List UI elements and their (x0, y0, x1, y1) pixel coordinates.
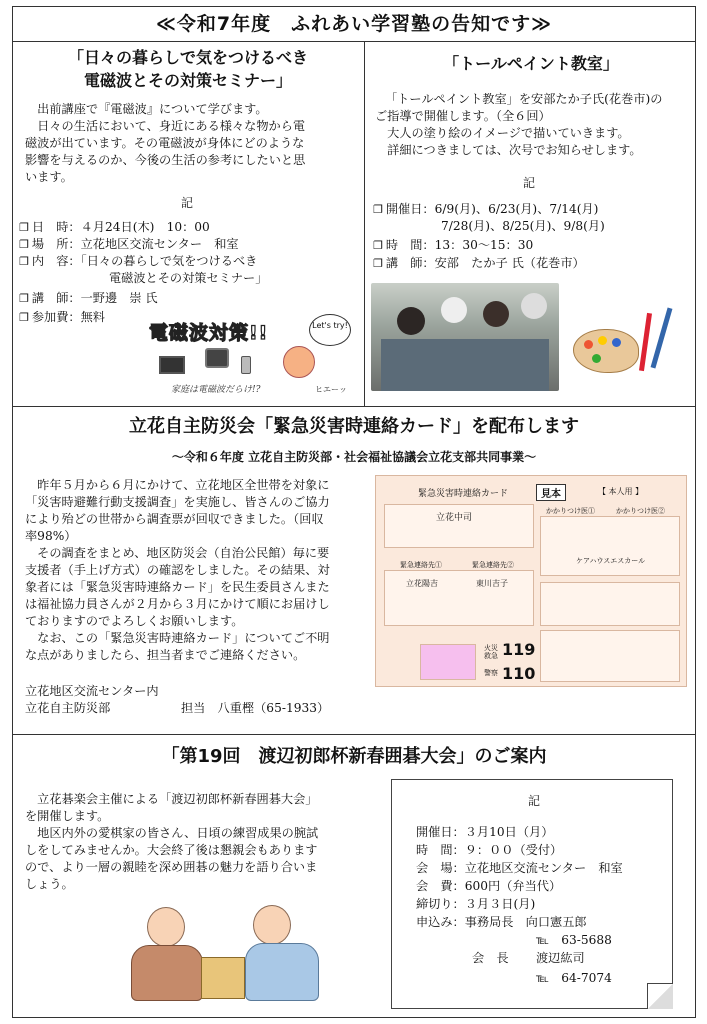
card-photo-box (420, 644, 476, 680)
palette-icon (573, 329, 639, 373)
emergency-card (375, 475, 687, 687)
tole-ki: 記 (523, 176, 536, 190)
disaster-contact-1: 立花地区交流センター内 (25, 684, 159, 698)
disaster-body-3: により殆どの世帯から調査票が回収できました。（回収 (25, 512, 324, 526)
card-doctor-1: かかりつけ医① (546, 507, 595, 515)
igo-ki: 記 (528, 794, 541, 808)
card-sample-stamp: 見本 (536, 484, 566, 501)
card-fire-label: 火災救急 (484, 644, 498, 660)
igo-chair-label: 会 長 (472, 951, 509, 965)
disaster-body-1: 昨年５月から６月にかけて、立花地区全世帯を対象に (25, 478, 330, 492)
igo-details-memo (391, 779, 673, 1009)
tole-body-3: 大人の塗り絵のイメージで描いていきます。 (375, 126, 630, 140)
card-contact-2: 東川吉子 (476, 579, 508, 588)
seminar-date: ❐ 日 時：４月24日(木) 10：00 (19, 219, 210, 236)
divider (13, 41, 695, 42)
person-icon (283, 346, 315, 378)
igo-fee: 会 費：600円（弁当代） (416, 879, 562, 893)
tole-title: 「トールペイント教室」 (443, 54, 619, 73)
igo-players-illustration (121, 901, 331, 1009)
tole-body-1: 「トールペイント教室」を安部たか子氏(花巻市)の (385, 92, 663, 106)
seminar-place: ❐ 場 所：立花地区交流センター 和室 (19, 236, 239, 253)
card-contact-1: 立花陽吉 (406, 579, 438, 588)
disaster-subtitle: 〜令和６年度 立花自主防災部・社会福祉協議会立花支部共同事業〜 (171, 450, 537, 464)
seminar-ki: 記 (181, 196, 194, 210)
seminar-content: ❐ 内 容：「日々の暮らしで気をつけるべき (19, 253, 257, 270)
disaster-body-8: は福祉協力員さんが２月から３月にかけて順にお届けし (25, 597, 330, 611)
tole-time: ❐ 時 間：13：30〜15：30 (373, 237, 533, 254)
igo-body-6: しょう。 (25, 877, 74, 891)
seminar-fee: ❐ 参加費：無料 (19, 309, 105, 326)
disaster-title: 立花自主防災会「緊急災害時連絡カード」を配布します (129, 416, 579, 437)
seminar-title-line2: 電磁波とその対策セミナー」 (83, 71, 292, 90)
tole-class-photo (371, 283, 559, 391)
igo-tel-1: ℡ 63-5688 (536, 933, 612, 947)
brush-icon (639, 313, 652, 371)
divider (13, 734, 695, 735)
emf-caption: 家庭は電磁波だらけ!? (171, 385, 261, 395)
brush-icon-2 (651, 308, 673, 369)
card-police-number: 110 (502, 664, 536, 683)
seminar-content-cont: 電磁波とその対策セミナー」 (109, 271, 268, 285)
column-divider (364, 41, 365, 406)
memo-curl (647, 983, 673, 1009)
card-contact-label-1: 緊急連絡先① (400, 561, 442, 569)
emf-sound: ヒエーッ (315, 385, 347, 394)
disaster-body-4: 率98%） (25, 529, 77, 543)
laptop-icon (159, 356, 185, 374)
phone-icon (241, 356, 251, 374)
disaster-contact-2: 立花自主防災部 (25, 701, 111, 715)
igo-body-1: 立花碁楽会主催による「渡辺初郎杯新春囲碁大会」 (25, 792, 318, 806)
igo-place: 会 場：立花地区交流センター 和室 (416, 861, 623, 875)
disaster-body-5: その調査をまとめ、地区防災会（自治公民館）毎に要 (25, 546, 330, 560)
seminar-body-4: 影響を与えるのか、今後の生活の参考にしたいと思 (25, 153, 306, 167)
divider (13, 406, 695, 407)
disaster-body-9: ておりますのでよろしくお願いします。 (25, 614, 244, 628)
igo-body-3: 地区内外の愛棋家の皆さん、日頃の練習成果の腕試 (25, 826, 319, 840)
card-contact-label-2: 緊急連絡先② (472, 561, 514, 569)
card-doctor-2: かかりつけ医② (616, 507, 665, 515)
disaster-body-10: なお、この「緊急災害時連絡カード」についてご不明 (25, 631, 330, 645)
emf-title: 電磁波対策!! (149, 322, 269, 344)
igo-apply: 申込み：事務局長 向口憲五郎 (416, 915, 587, 929)
bubble-text: Let's try! (312, 321, 348, 330)
page-frame (12, 6, 696, 1018)
tole-dates: ❐ 開催日：6/9(月)、6/23(月)、7/14(月) (373, 201, 598, 218)
card-care: ケアハウスエスカール (576, 557, 646, 565)
seminar-body-2: 日々の生活において、身近にある様々な物から電 (25, 119, 306, 133)
tole-dates-cont: 7/28(月)、8/25(月)、9/8(月) (441, 219, 605, 233)
tv-icon (205, 348, 229, 368)
page-title: ≪令和7年度 ふれあい学習塾の告知です≫ (155, 13, 552, 35)
seminar-lecturer: ❐ 講 師：一野邊 崇 氏 (19, 290, 158, 307)
card-user: 【 本人用 】 (598, 487, 644, 496)
igo-deadline: 締切り：３月３日(月) (416, 897, 536, 911)
tole-body-4: 詳細につきましては、次号でお知らせします。 (375, 143, 642, 157)
disaster-body-2: 「災害時避難行動支援調査」を実施し、皆さんのご協力 (25, 495, 330, 509)
igo-time: 時 間：９：００（受付） (416, 843, 563, 857)
igo-body-2: を開催します。 (25, 809, 110, 823)
igo-tel-2: ℡ 64-7074 (536, 971, 612, 985)
seminar-body-3: 磁波が出ています。その電磁波が身体にどのような (25, 136, 305, 150)
seminar-title-line1: 「日々の暮らしで気をつけるべき (67, 48, 308, 67)
tole-lecturer: ❐ 講 師：安部 たか子 氏（花巻市） (373, 255, 585, 272)
disaster-body-6: 支援者（手上げ方式）の確認をしました。その結果、対 (25, 563, 330, 577)
card-police-label: 警察 (484, 669, 498, 677)
card-heading: 緊急災害時連絡カード (418, 489, 509, 499)
igo-chair-name: 渡辺紘司 (536, 951, 585, 965)
emf-illustration (141, 312, 359, 402)
seminar-body-1: 出前講座で『電磁波』について学びます。 (25, 102, 268, 116)
disaster-body-11: な点がありましたら、担当者までご連絡ください。 (25, 648, 306, 662)
igo-body-4: しをしてみませんか。大会終了後は懇親会もあります (25, 843, 318, 857)
igo-date: 開催日：３月10日（月） (416, 825, 554, 839)
card-fire-number: 119 (502, 640, 536, 659)
igo-title: 「第19回 渡辺初郎杯新春囲碁大会」のご案内 (161, 746, 547, 767)
speech-bubble (309, 314, 351, 346)
tole-body-2: ご指導で開催します。（全６回） (375, 109, 551, 123)
seminar-body-5: います。 (25, 170, 73, 184)
disaster-body-7: 象者には「緊急災害時連絡カード」を民生委員さんまた (25, 580, 330, 594)
card-name: 立花中司 (436, 513, 473, 523)
disaster-contact-person: 担当 八重樫（65-1933） (181, 701, 330, 715)
igo-body-5: ので、より一層の親睦を深め囲碁の魅力を語り合いま (25, 860, 318, 874)
